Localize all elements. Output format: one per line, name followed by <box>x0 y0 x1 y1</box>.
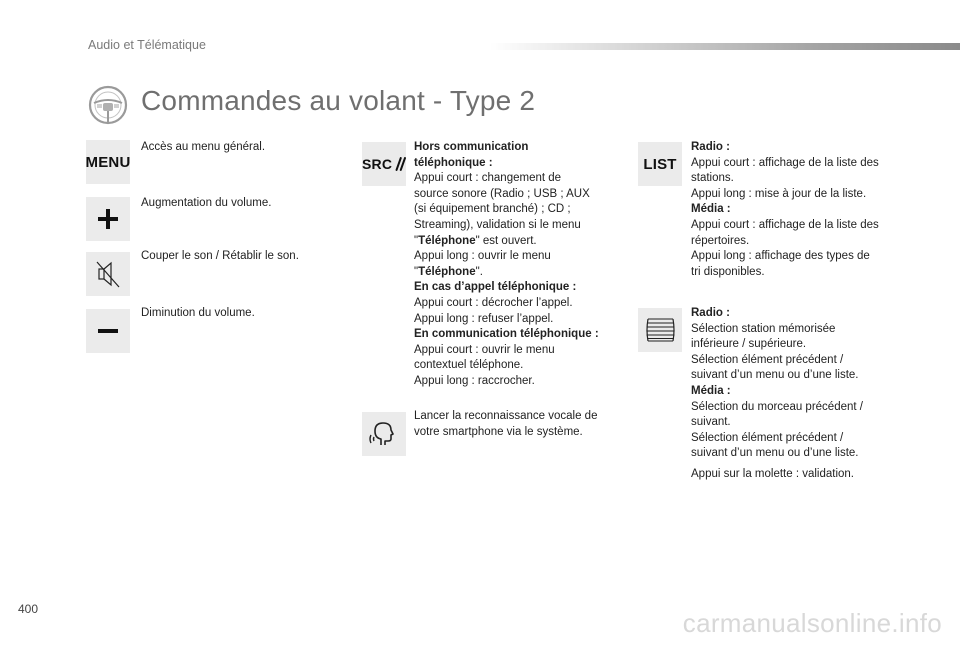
wheel-line: Sélection élément précédent / <box>691 353 844 366</box>
list-line: répertoires. <box>691 234 750 247</box>
src-line: Appui long : refuser l’appel. <box>414 312 554 325</box>
list-line: tri disponibles. <box>691 265 765 278</box>
list-line: Appui long : affichage des types de <box>691 250 870 263</box>
wheel-line: Sélection du morceau précédent / <box>691 400 863 413</box>
list-line: Radio : <box>691 141 730 153</box>
mute-description: Couper le son / Rétablir le son. <box>141 250 299 262</box>
mute-icon <box>86 252 130 296</box>
src-line: "Téléphone". <box>414 265 483 278</box>
voice-line: Lancer la reconnaissance vocale de <box>414 410 598 422</box>
wheel-line: suivant. <box>691 416 731 429</box>
src-description <box>414 140 599 390</box>
volume-up-description: Augmentation du volume. <box>141 197 272 209</box>
wheel-line: Média : <box>691 384 731 397</box>
menu-button-icon <box>86 140 130 184</box>
src-line: Appui court : décrocher l’appel. <box>414 296 573 309</box>
list-line: Appui long : mise à jour de la liste. <box>691 187 867 200</box>
plus-icon <box>86 197 130 241</box>
phone-handset-icon <box>394 156 406 172</box>
watermark: carmanualsonline.info <box>682 608 942 638</box>
src-line: Hors communication <box>414 141 529 153</box>
steering-wheel-icon <box>88 85 128 125</box>
wheel-line: suivant d’un menu ou d’une liste. <box>691 447 859 460</box>
src-line: "Téléphone" est ouvert. <box>414 234 537 247</box>
src-line: (si équipement branché) ; CD ; <box>414 203 571 216</box>
menu-description: Accès au menu général. <box>141 141 266 153</box>
minus-icon <box>86 309 130 353</box>
voice-description <box>414 409 597 440</box>
wheel-press-description: Appui sur la molette : validation. <box>691 468 855 480</box>
src-line: téléphonique : <box>414 156 493 169</box>
src-line: Appui long : raccrocher. <box>414 374 535 387</box>
wheel-line: Sélection station mémorisée <box>691 322 836 335</box>
src-line: En communication téléphonique : <box>414 328 599 341</box>
list-line: Appui court : affichage de la liste des <box>691 218 879 231</box>
voice-line: votre smartphone via le système. <box>414 425 583 438</box>
wheel-line: inférieure / supérieure. <box>691 338 807 351</box>
header-gradient-bar <box>490 43 960 50</box>
page-number: 400 <box>18 602 39 616</box>
section-header: Audio et Télématique <box>88 38 206 52</box>
page-title: Commandes au volant - Type 2 <box>141 85 536 116</box>
list-button-icon <box>638 142 682 186</box>
src-line: Appui court : changement de <box>414 172 562 185</box>
wheel-line: Radio : <box>691 307 730 319</box>
src-phone-icon <box>362 142 406 186</box>
list-line: stations. <box>691 172 734 185</box>
src-icon-label: SRC <box>362 156 393 172</box>
src-line: Appui court : ouvrir le menu <box>414 343 555 356</box>
wheel-line: Sélection élément précédent / <box>691 431 844 444</box>
src-line: Appui long : ouvrir le menu <box>414 250 551 263</box>
menu-icon-label: MENU <box>85 153 131 171</box>
thumbwheel-icon <box>638 308 682 352</box>
src-line: source sonore (Radio ; USB ; AUX <box>414 187 590 200</box>
src-line: contextuel téléphone. <box>414 359 524 372</box>
volume-down-description: Diminution du volume. <box>141 307 255 319</box>
voice-command-icon <box>362 412 406 456</box>
src-line: Streaming), validation si le menu <box>414 218 581 231</box>
list-line: Appui court : affichage de la liste des <box>691 156 879 169</box>
wheel-description <box>691 306 863 462</box>
list-icon-label: LIST <box>643 155 677 173</box>
list-line: Média : <box>691 203 731 216</box>
src-line: En cas d’appel téléphonique : <box>414 281 577 294</box>
list-description <box>691 140 879 280</box>
wheel-line: suivant d’un menu ou d’une liste. <box>691 369 859 382</box>
